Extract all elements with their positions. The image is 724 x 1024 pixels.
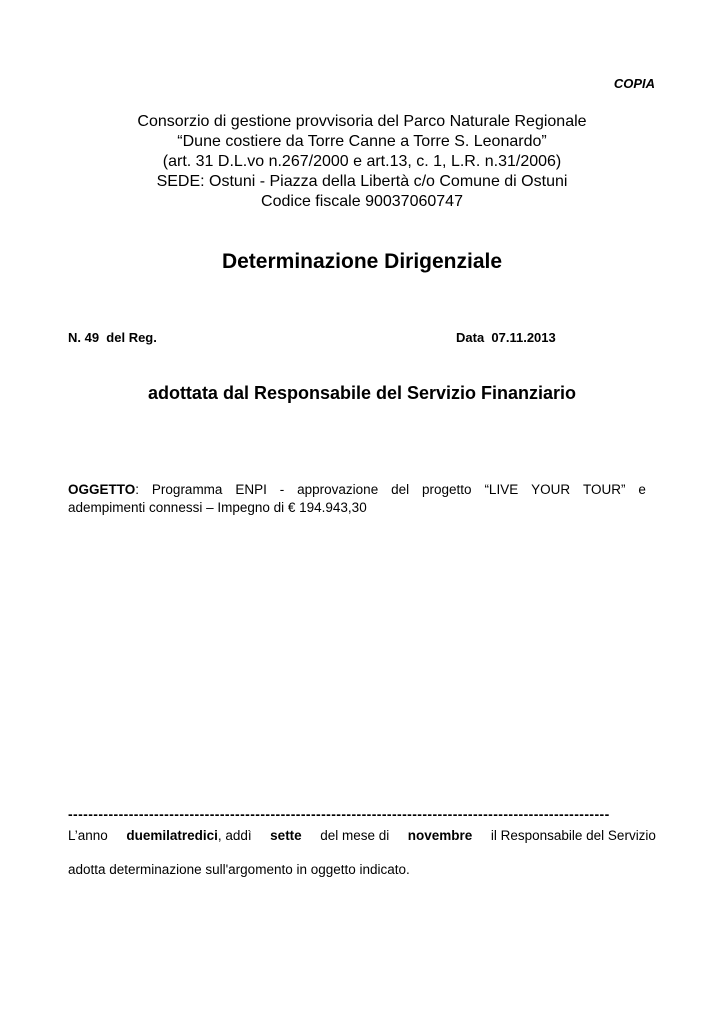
subject-word: TOUR” <box>583 482 626 497</box>
subject-word: e <box>638 482 646 497</box>
subject-word: : <box>135 482 140 497</box>
dashed-separator: ----------------------------------------------------------------------------------------------------------- <box>68 806 610 822</box>
body-text: , addì <box>217 828 252 843</box>
subject-line-1 <box>68 481 646 499</box>
body-text: L’anno <box>68 828 108 843</box>
copy-label: COPIA <box>613 76 655 91</box>
subject-word: del <box>391 482 410 497</box>
subject-word: “LIVE <box>484 482 519 497</box>
body-month: novembre <box>407 828 473 843</box>
body-text: del mese di <box>320 828 390 843</box>
subject-line-2: adempimenti connessi – Impegno di € 194.943,30 <box>68 500 367 515</box>
subject-word: - <box>279 482 285 497</box>
body-line-1 <box>68 828 656 843</box>
subject-word: ENPI <box>235 482 267 497</box>
body-text: il Responsabile del Servizio <box>490 828 656 843</box>
body-year-group <box>126 828 251 843</box>
subject-word: approvazione <box>297 482 379 497</box>
issuer-line-tax-code: Codice fiscale 90037060747 <box>261 193 463 210</box>
body-day: sette <box>270 828 302 843</box>
subject-word: progetto <box>422 482 472 497</box>
issuer-line-address: SEDE: Ostuni - Piazza della Libertà c/o Comune di Ostuni <box>156 173 568 190</box>
subject-first-word-group <box>68 481 139 499</box>
body-year: duemilatredici <box>126 828 218 843</box>
subject-label: OGGETTO <box>68 482 136 497</box>
subject-word: Programma <box>151 482 223 497</box>
subject-section <box>68 481 646 517</box>
issuer-line-park-name: “Dune costiere da Torre Canne a Torre S. Leonardo” <box>177 133 547 150</box>
subject-word: YOUR <box>531 482 571 497</box>
issuer-header <box>0 112 724 212</box>
issuer-line-legal-reference: (art. 31 D.L.vo n.267/2000 e art.13, c. 1, L.R. n.31/2006) <box>162 153 562 170</box>
document-title: Determinazione Dirigenziale <box>221 250 503 273</box>
adopted-by-heading: adottata dal Responsabile del Servizio Finanziario <box>147 383 577 403</box>
issuer-line-consortium: Consorzio di gestione provvisoria del Parco Naturale Regionale <box>137 113 587 130</box>
document-date: Data 07.11.2013 <box>456 330 556 345</box>
register-number: N. 49 del Reg. <box>68 330 157 345</box>
body-line-2: adotta determinazione sull'argomento in oggetto indicato. <box>68 862 410 877</box>
